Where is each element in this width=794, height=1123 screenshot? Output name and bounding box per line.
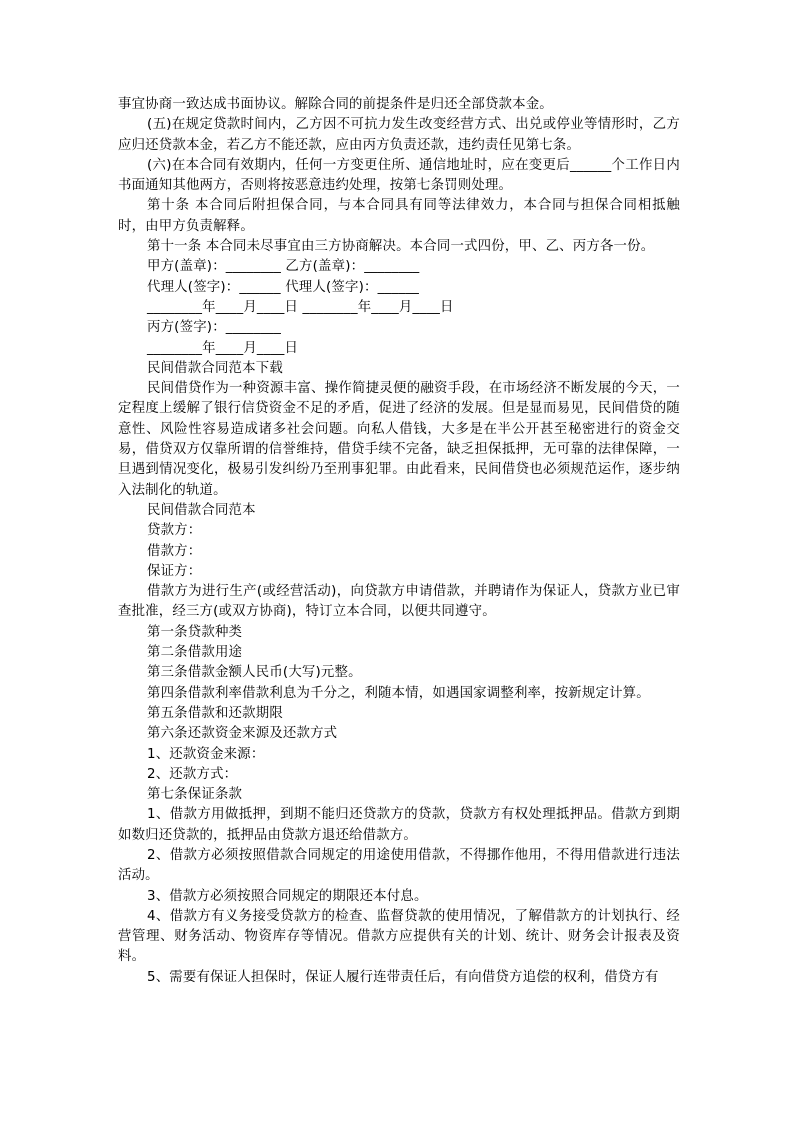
paragraph: ________年____月____日 [147,340,299,356]
paragraph: (五)在规定贷款时间内，乙方因不可抗力发生改变经营方式、出兑或停业等情形时，乙方应归还贷款本金，若乙方不能还款，应由丙方负责还款，违约责任见第七条。 [118,117,680,153]
paragraph: ________年____月____日 ________年____月____日 [147,299,454,315]
paragraph: 事宜协商一致达成书面协议。解除合同的前提条件是归还全部贷款本金。 [118,97,553,112]
paragraph: 代理人(签字)：______ 代理人(签字)：______ [147,279,419,295]
paragraph: 第七条保证条款 [147,787,243,803]
paragraph: 第十条 本合同后附担保合同，与本合同具有同等法律效力，本合同与担保合同相抵触时，由甲方负责解释。 [118,198,680,234]
paragraph: 民间借贷作为一种资源丰富、操作简捷灵便的融资手段，在市场经济不断发展的今天，一定程度上缓解了银行信贷资金不足的矛盾，促进了经济的发展。但是显而易见，民间借贷的随意性、风险性容易造成诸多社会问题。向私人借钱，大多是在半公开甚至秘密进行的资金交易，借贷双方仅靠所谓的信誉维持，借贷手续不完备，缺乏担保抵押，无可靠的法律保障，一旦遇到情况变化，极易引发纠纷乃至刑事犯罪。由此看来，民间借贷也必须规范运作，逐步纳入法制化的轨道。 [118,381,680,498]
paragraph: 保证方： [147,563,202,579]
paragraph: 贷款方： [147,523,202,539]
paragraph: 第六条还款资金来源及还款方式 [147,726,338,742]
paragraph: 借款方： [147,543,202,559]
paragraph: 第五条借款和还款期限 [147,705,283,721]
paragraph: 第三条借款金额人民币(大写)元整。 [147,665,362,681]
paragraph: 1、还款资金来源： [147,746,265,762]
document-page [118,95,680,988]
paragraph: 4、借款方有义务接受贷款方的检查、监督贷款的使用情况，了解借款方的计划执行、经营管理、财务活动、物资库存等情况。借款方应提供有关的计划、统计、财务会计报表及资料。 [118,908,680,965]
paragraph: 丙方(签字)：________ [147,320,281,336]
paragraph: 2、借款方必须按照借款合同规定的用途使用借款，不得挪作他用，不得用借款进行违法活动。 [118,847,680,884]
paragraph: 5、需要有保证人担保时，保证人履行连带责任后，有向借贷方追偿的权利，借贷方有 [147,969,659,985]
paragraph: 第四条借款利率借款利息为千分之，利随本情，如遇国家调整利率，按新规定计算。 [147,685,650,701]
paragraph: 第二条借款用途 [147,645,243,661]
paragraph: 民间借款合同范本下载 [147,360,283,376]
paragraph: (六)在本合同有效期内，任何一方变更住所、通信地址时，应在变更后______个工作日内书面通知其他两方，否则将按恶意违约处理，按第七条罚则处理。 [118,157,680,194]
paragraph: 借款方为进行生产(或经营活动)，向贷款方申请借款，并聘请作为保证人，贷款方业已审查批准，经三方(或双方协商)，特订立本合同，以便共同遵守。 [118,584,680,620]
paragraph: 1、借款方用做抵押，到期不能归还贷款方的贷款，贷款方有权处理抵押品。借款方到期如数归还贷款的，抵押品由贷款方退还给借款方。 [118,807,680,843]
paragraph: 民间借款合同范本 [147,502,256,518]
paragraph: 第十一条 本合同未尽事宜由三方协商解决。本合同一式四份，甲、乙、丙方各一份。 [147,239,655,255]
paragraph: 甲方(盖章)：________ 乙方(盖章)：________ [147,259,420,275]
paragraph: 3、借款方必须按照合同规定的期限还本付息。 [147,888,428,904]
paragraph: 第一条贷款种类 [147,624,243,640]
paragraph: 2、还款方式： [147,766,238,782]
